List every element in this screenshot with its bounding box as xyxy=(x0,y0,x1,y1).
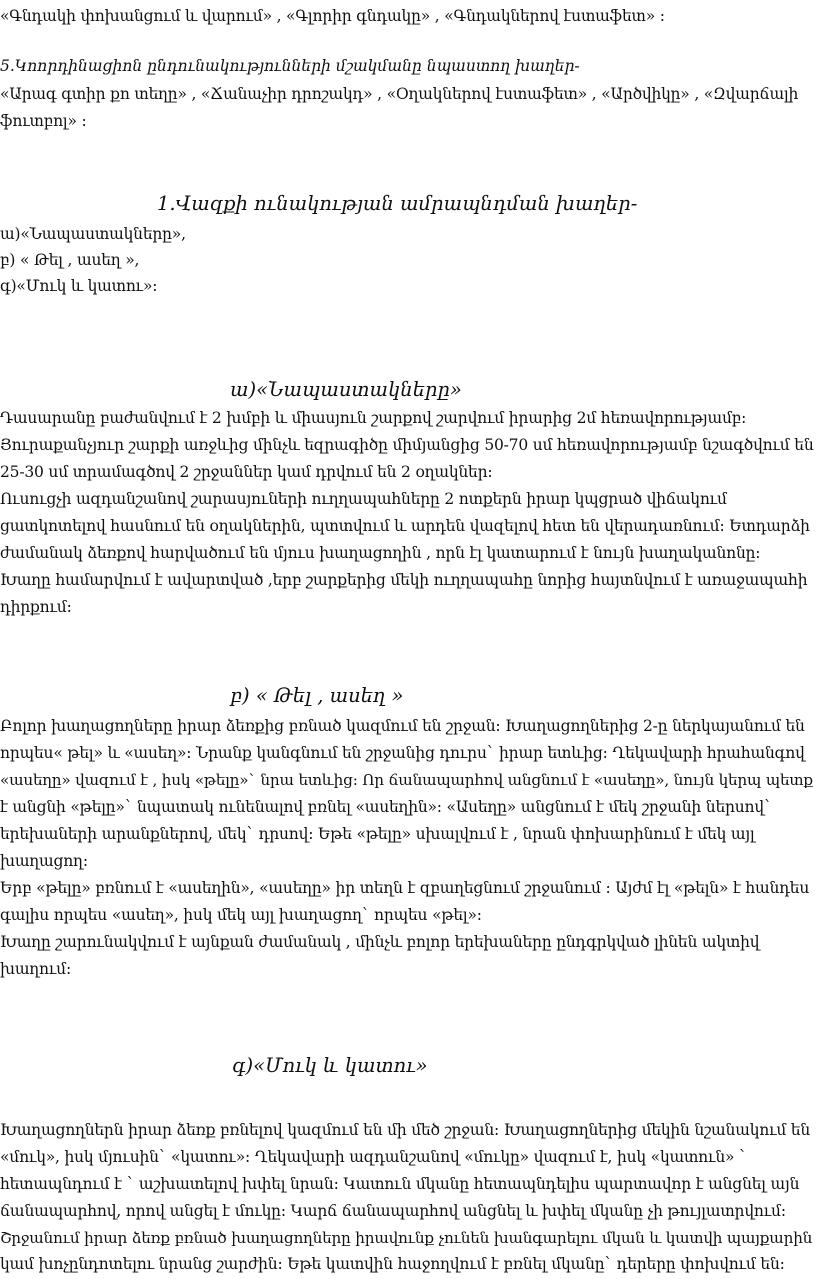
running-games-heading: 1.Վազքի ունակության ամրապնդման խաղեր- xyxy=(157,192,638,215)
game-b-line: որպես« թել» և «ասեղ»: Նրանք կանգնում են շրջանից դուրս` իրար ետևից: Ղեկավարի հրահանգով xyxy=(0,744,805,762)
running-games-item-a: ա)«Նապաստակները», xyxy=(0,225,186,243)
game-c-line: «մուկ», իսկ մյուսին` «կատու»: Ղեկավարի ազդանշանով «մուկը» վազում է, իսկ «կատուն» ` xyxy=(0,1148,747,1166)
game-c-line: Շրջանում իրար ձեռք բռնած խաղացողները իրավունք չունեն խանգարելու մկան և կատվի պայքարին xyxy=(0,1229,813,1247)
game-a-line: Դասարանը բաժանվում է 2 խմբի և միասյուն շարքով շարվում իրարից 2մ հեռավորությամբ: xyxy=(0,409,747,427)
coordination-games-line-2: ֆուտբոլ» : xyxy=(0,112,87,130)
game-b-line: Բոլոր խաղացողները իրար ձեռքից բռնած կազմում են շրջան: Խաղացողներից 2-ը ներկայանում են xyxy=(0,717,805,735)
game-b-line: խաղացող: xyxy=(0,852,88,870)
coordination-games-line-1: «Արագ գտիր քո տեղը» , «Ճանաչիր դրոշակդ» , «Օղակներով էստաֆետ» , «Արծվիկը» , «Զվարճալի xyxy=(0,85,799,103)
game-b-line: Երբ «թելը» բռնում է «ասեղին», «ասեղը» իր տեղն է զբաղեցնում շրջանում : Այժմ էլ «թելն» է հանդես xyxy=(0,879,810,897)
game-c-line: Խաղացողներն իրար ձեռք բռնելով կազմում են մի մեծ շրջան: Խաղացողներից մեկին նշանակում են xyxy=(0,1121,811,1139)
game-a-line: ցատկոտելով հասնում են օղակներին, պտտվում և արդեն վազելով հետ են վերադառնում: Ետդարձի xyxy=(0,517,810,535)
game-b-heading: բ) « Թել , ասեղ » xyxy=(230,684,404,707)
game-a-line: ժամանակ ձեռքով հարվածում են մյուս խաղացողին , որն էլ կատարում է նույն խաղականոնը: xyxy=(0,544,761,562)
game-c-line: ճանապարհով, որով անցել է մուկը: Կարճ ճանապարհով անցնել և խփել մկանը չի թույլատրվում: xyxy=(0,1202,786,1220)
game-b-line: Խաղը շարունակվում է այնքան ժամանակ , մինչև բոլոր երեխաները ընդգրկված լինեն ակտիվ xyxy=(0,933,760,951)
running-games-item-b: բ) « Թել , ասեղ », xyxy=(0,251,140,269)
game-b-line: գալիս որպես «ասեղ», իսկ մեկ այլ խաղացող` որպես «թել»: xyxy=(0,906,482,924)
game-b-line: «ասեղը» վազում է , իսկ «թելը»` նրա ետևից: Որ ճանապարհով անցնում է «ասեղը», նույն կերպ պետք xyxy=(0,771,813,789)
game-b-line: երեխաների արանքներով, մեկ` դրսով: Եթե «թելը» սխալվում է , նրան փոխարինում է մեկ այլ xyxy=(0,825,755,843)
game-a-line: դիրքում: xyxy=(0,598,72,616)
game-b-line: է անցնի «թելը»` նպատակ ունենալով բռնել «ասեղին»: «Ասեղը» անցնում է մեկ շրջանի ներսով` xyxy=(0,798,772,816)
game-c-line: հետապնդում է ` աշխատելով խփել նրան: Կատուն մկանը հետապնդելիս պարտավոր է անցնել այն xyxy=(0,1175,800,1193)
game-c-heading: գ)«Մուկ և կատու» xyxy=(232,1054,428,1077)
game-c-line: կամ խոչընդոտելու նրանց շարժին: Եթե կատվին հաջողվում է բռնել մկանը` դերերը փոխվում են: xyxy=(0,1255,785,1273)
game-a-line: Ուսուցչի ազդանշանով շարասյուների ուղղապահները 2 ոտքերն իրար կպցրած վիճակում xyxy=(0,490,727,508)
game-a-line: Յուրաքանչյուր շարքի առջևից մինչև եզրագիծը միմյանցից 50-70 սմ հեռավորությամբ նշագծվում են xyxy=(0,436,814,454)
game-a-heading: ա)«Նապաստակները» xyxy=(230,378,462,401)
intro-game-list: «Գնդակի փոխանցում և վարում» , «Գլորիր գնդակը» , «Գնդակներով էստաֆետ» : xyxy=(0,7,665,25)
game-b-line: խաղում: xyxy=(0,960,71,978)
game-a-line: Խաղը համարվում է ավարտված ,երբ շարքերից մեկի ուղղապահը նորից հայտնվում է առաջապահի xyxy=(0,571,808,589)
coordination-games-title: 5.Կոորդինացիոն ընդունակությունների մշակմանը նպաստող խաղեր- xyxy=(0,57,580,75)
running-games-item-c: գ)«Մուկ և կատու»: xyxy=(0,277,158,295)
game-a-line: 25-30 սմ տրամագծով 2 շրջաններ կամ դրվում են 2 օղակներ: xyxy=(0,463,493,481)
